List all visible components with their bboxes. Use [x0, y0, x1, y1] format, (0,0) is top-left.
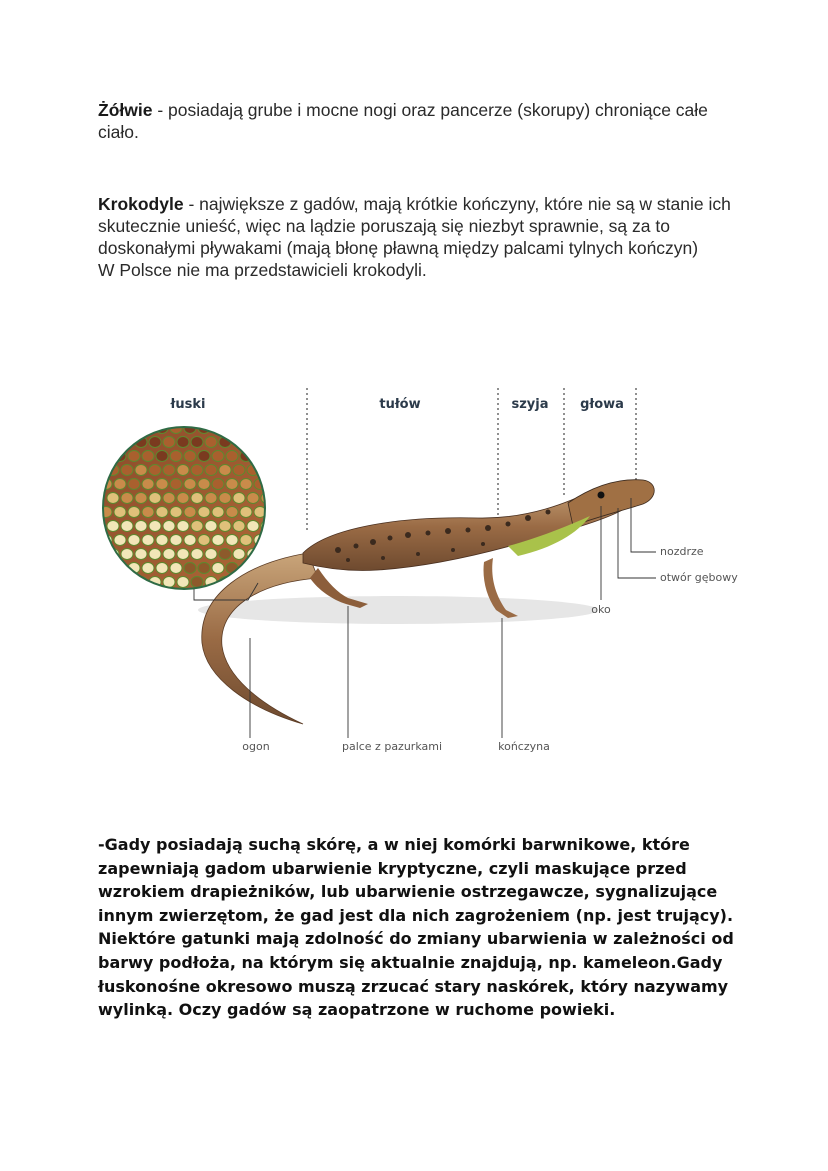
header-body: tułów — [379, 397, 421, 412]
scale-cell — [247, 493, 259, 504]
scale-cell — [135, 493, 147, 504]
scale-cell — [149, 549, 161, 560]
scale-cell — [149, 465, 161, 476]
scale-cell — [240, 535, 252, 546]
scale-cell — [100, 507, 112, 518]
scale-cell — [226, 563, 238, 574]
label-mouth: otwór gębowy — [660, 571, 738, 584]
crocodiles-text: - największe z gadów, mają krótkie kończyny, które nie są w stanie ich skutecznie unieść, więc na lądzie poruszają się niezbyt sprawnie, są za to doskonałymi pływakami (mają błonę pławną między palcami tylnych kończyn) — [98, 194, 731, 258]
scale-cell — [163, 493, 175, 504]
scale-cell — [114, 479, 126, 490]
scale-cell — [128, 423, 140, 434]
scale-cell — [135, 549, 147, 560]
scale-cell — [128, 507, 140, 518]
scale-cell — [142, 563, 154, 574]
scale-cell — [198, 507, 210, 518]
scale-cell — [142, 423, 154, 434]
scale-cell — [219, 465, 231, 476]
scale-cell — [184, 563, 196, 574]
scale-cell — [219, 521, 231, 532]
scale-cell — [135, 465, 147, 476]
scale-cell — [240, 423, 252, 434]
scale-cell — [240, 507, 252, 518]
scale-cell — [177, 493, 189, 504]
scale-cell — [212, 451, 224, 462]
label-limb: kończyna — [498, 740, 550, 753]
scale-cell — [261, 465, 273, 476]
scale-cell — [184, 479, 196, 490]
scale-cell — [233, 521, 245, 532]
scale-cell — [156, 535, 168, 546]
scale-cell — [114, 563, 126, 574]
scale-cell — [261, 549, 273, 560]
scale-cell — [198, 563, 210, 574]
scale-cell — [100, 563, 112, 574]
turtles-text: - posiadają grube i mocne nogi oraz pancerze (skorupy) chroniące całe ciało. — [98, 100, 708, 142]
scale-cell — [233, 465, 245, 476]
header-scales: łuski — [170, 397, 206, 412]
scale-cell — [177, 437, 189, 448]
crocodiles-paragraph — [98, 193, 748, 281]
scale-cell — [142, 535, 154, 546]
scale-cell — [212, 535, 224, 546]
scale-cell — [212, 507, 224, 518]
scale-cell — [121, 577, 133, 588]
scale-cell — [268, 535, 280, 546]
scale-cell — [156, 507, 168, 518]
scale-cell — [142, 507, 154, 518]
scale-cell — [198, 535, 210, 546]
scale-cell — [128, 451, 140, 462]
scale-cell — [247, 521, 259, 532]
scale-cell — [233, 493, 245, 504]
scale-cell — [205, 493, 217, 504]
scale-cell — [212, 479, 224, 490]
scale-cell — [226, 451, 238, 462]
scale-cell — [114, 535, 126, 546]
scale-cell — [100, 451, 112, 462]
scale-cell — [177, 549, 189, 560]
scale-cell — [149, 437, 161, 448]
scale-cell — [170, 507, 182, 518]
label-nostrils: nozdrze — [660, 545, 704, 558]
scale-cell — [268, 423, 280, 434]
scale-cell — [205, 437, 217, 448]
scale-cell — [275, 493, 287, 504]
scale-cell — [100, 423, 112, 434]
scale-cell — [156, 451, 168, 462]
label-eye: oko — [591, 603, 611, 616]
scale-cell — [268, 507, 280, 518]
turtles-paragraph — [98, 99, 748, 143]
scale-cell — [149, 493, 161, 504]
scale-cell — [212, 563, 224, 574]
scale-cell — [121, 493, 133, 504]
scale-cell — [163, 521, 175, 532]
scale-cell — [275, 521, 287, 532]
lizard-eye — [598, 492, 605, 499]
scale-cell — [191, 437, 203, 448]
scale-cell — [254, 423, 266, 434]
scale-cell — [156, 479, 168, 490]
scale-cell — [191, 577, 203, 588]
scale-cell — [114, 507, 126, 518]
scale-cell — [268, 479, 280, 490]
scale-cell — [170, 451, 182, 462]
lizard-illustration — [98, 378, 738, 768]
scale-cell — [184, 507, 196, 518]
scale-cell — [121, 521, 133, 532]
scale-cell — [226, 535, 238, 546]
scale-cell — [191, 549, 203, 560]
scale-cell — [275, 465, 287, 476]
turtles-term: Żółwie — [98, 100, 153, 120]
scale-cell — [219, 493, 231, 504]
label-tail: ogon — [242, 740, 270, 753]
scale-cell — [205, 549, 217, 560]
scale-cell — [114, 423, 126, 434]
scale-cell — [177, 521, 189, 532]
scale-cell — [191, 465, 203, 476]
scale-cell — [170, 563, 182, 574]
scale-cell — [240, 479, 252, 490]
scale-cell — [107, 577, 119, 588]
scale-cell — [226, 423, 238, 434]
scale-cell — [128, 479, 140, 490]
scale-cell — [135, 521, 147, 532]
scale-cell — [107, 493, 119, 504]
scale-cell — [170, 479, 182, 490]
scale-cell — [191, 493, 203, 504]
scale-cell — [254, 451, 266, 462]
lizard-head — [568, 480, 654, 526]
crocodiles-note: W Polsce nie ma przedstawicieli krokodyli. — [98, 260, 427, 280]
scale-cell — [107, 437, 119, 448]
header-neck: szyja — [511, 397, 549, 412]
scale-cell — [205, 465, 217, 476]
shadow — [198, 596, 598, 624]
crocodiles-term: Krokodyle — [98, 194, 184, 214]
label-toes: palce z pazurkami — [341, 740, 443, 753]
scale-cell — [191, 521, 203, 532]
scale-cell — [142, 451, 154, 462]
scale-cell — [170, 535, 182, 546]
scale-cell — [268, 451, 280, 462]
scale-cell — [233, 549, 245, 560]
scale-cell — [163, 549, 175, 560]
scale-cell — [198, 479, 210, 490]
scale-cell — [275, 437, 287, 448]
scale-cell — [184, 451, 196, 462]
scale-cell — [149, 521, 161, 532]
scale-cell — [163, 437, 175, 448]
scale-cell — [247, 437, 259, 448]
scale-cell — [184, 535, 196, 546]
scale-cell — [177, 465, 189, 476]
lizard-diagram — [98, 378, 738, 768]
scale-cell — [219, 549, 231, 560]
scale-cell — [177, 577, 189, 588]
scale-cell — [128, 535, 140, 546]
header-head: głowa — [580, 397, 624, 412]
summary-paragraph: -Gady posiadają suchą skórę, a w niej komórki barwnikowe, które zapewniają gadom ubarwienie kryptyczne, czyli maskujące przed wzrokiem drapieżników, lub ubarwienie ostrzegawcze, sygnalizujące innym zwierzętom, że gad jest dla nich zagrożeniem (np. jest trujący). Niektóre gatunki mają zdolność do zmiany ubarwienia w zależności od barwy podłoża, na którym się aktualnie znajdują, np. kameleon.Gady łuskonośne okresowo muszą zrzucać stary naskórek, który nazywamy wylinką. Oczy gadów są zaopatrzone w ruchome powieki. — [98, 835, 734, 1020]
scale-cell — [205, 521, 217, 532]
scale-cell — [121, 549, 133, 560]
scale-cell — [163, 465, 175, 476]
scale-cell — [226, 507, 238, 518]
scale-cell — [226, 479, 238, 490]
scale-cell — [261, 437, 273, 448]
scale-cell — [121, 465, 133, 476]
scale-cell — [107, 521, 119, 532]
scale-cell — [198, 451, 210, 462]
scale-cell — [156, 563, 168, 574]
scale-cell — [142, 479, 154, 490]
